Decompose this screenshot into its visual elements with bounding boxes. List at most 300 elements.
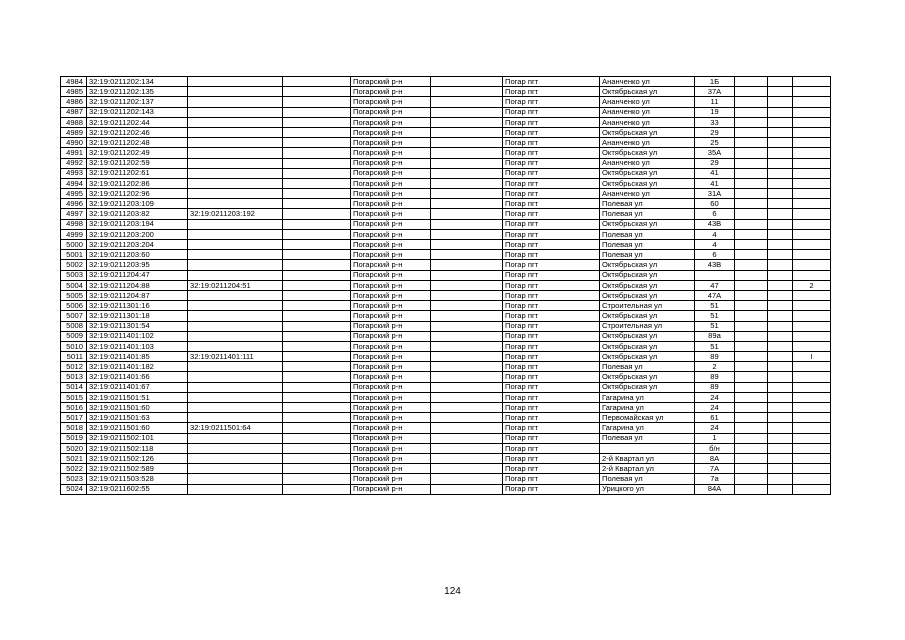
- cell-row-number: 5020: [61, 443, 87, 453]
- cell-cadastral-number: 32:19:0211502:589: [87, 464, 188, 474]
- cell-blank-col-c: [735, 362, 768, 372]
- cell-street: Октябрьская ул: [600, 372, 695, 382]
- cell-extra-col: [793, 443, 831, 453]
- cell-blank-col-a: [283, 413, 351, 423]
- cell-house-number: 24: [695, 423, 735, 433]
- cell-row-number: 4993: [61, 168, 87, 178]
- cell-blank-col-c: [735, 392, 768, 402]
- cell-blank-col-c: [735, 127, 768, 137]
- cell-linked-cadastral-number: [188, 443, 283, 453]
- cell-settlement: Погар пгт: [503, 219, 600, 229]
- cell-linked-cadastral-number: [188, 413, 283, 423]
- cell-house-number: 84А: [695, 484, 735, 494]
- cell-district: Погарский р-н: [351, 127, 431, 137]
- cell-blank-col-c: [735, 453, 768, 463]
- cell-house-number: 51: [695, 301, 735, 311]
- cell-district: Погарский р-н: [351, 199, 431, 209]
- cell-house-number: 37А: [695, 87, 735, 97]
- cell-blank-col-b: [431, 341, 503, 351]
- cell-street: Гагарина ул: [600, 403, 695, 413]
- cell-linked-cadastral-number: [188, 372, 283, 382]
- cell-linked-cadastral-number: [188, 341, 283, 351]
- cell-blank-col-a: [283, 341, 351, 351]
- cell-blank-col-c: [735, 260, 768, 270]
- cell-cadastral-number: 32:19:0211202:61: [87, 168, 188, 178]
- cell-cadastral-number: 32:19:0211202:44: [87, 117, 188, 127]
- cell-district: Погарский р-н: [351, 138, 431, 148]
- cell-extra-col: [793, 77, 831, 87]
- cell-street: Полевая ул: [600, 240, 695, 250]
- cell-row-number: 5004: [61, 280, 87, 290]
- cell-blank-col-b: [431, 311, 503, 321]
- cell-blank-col-c: [735, 240, 768, 250]
- cell-street: Октябрьская ул: [600, 260, 695, 270]
- cell-linked-cadastral-number: [188, 117, 283, 127]
- cell-blank-col-d: [768, 229, 793, 239]
- cell-settlement: Погар пгт: [503, 117, 600, 127]
- cell-extra-col: [793, 199, 831, 209]
- cell-blank-col-a: [283, 392, 351, 402]
- cell-extra-col: [793, 331, 831, 341]
- cell-extra-col: [793, 87, 831, 97]
- cell-row-number: 4988: [61, 117, 87, 127]
- cell-linked-cadastral-number: [188, 148, 283, 158]
- cell-blank-col-d: [768, 301, 793, 311]
- cell-settlement: Погар пгт: [503, 331, 600, 341]
- cell-settlement: Погар пгт: [503, 178, 600, 188]
- cell-linked-cadastral-number: [188, 290, 283, 300]
- cell-district: Погарский р-н: [351, 168, 431, 178]
- cell-blank-col-d: [768, 260, 793, 270]
- cell-cadastral-number: 32:19:0211202:46: [87, 127, 188, 137]
- cell-blank-col-c: [735, 464, 768, 474]
- cell-settlement: Погар пгт: [503, 362, 600, 372]
- table-row: [61, 219, 831, 229]
- cell-blank-col-a: [283, 77, 351, 87]
- cell-blank-col-a: [283, 117, 351, 127]
- table-row: [61, 464, 831, 474]
- cell-row-number: 4999: [61, 229, 87, 239]
- cell-blank-col-a: [283, 138, 351, 148]
- cell-cadastral-number: 32:19:0211204:87: [87, 290, 188, 300]
- cell-blank-col-a: [283, 87, 351, 97]
- cell-blank-col-b: [431, 443, 503, 453]
- cell-street: Полевая ул: [600, 250, 695, 260]
- cell-blank-col-b: [431, 260, 503, 270]
- cell-street: Октябрьская ул: [600, 331, 695, 341]
- cell-extra-col: [793, 250, 831, 260]
- registry-body: [61, 77, 831, 495]
- cell-row-number: 4985: [61, 87, 87, 97]
- cell-district: Погарский р-н: [351, 423, 431, 433]
- cell-blank-col-a: [283, 199, 351, 209]
- cell-linked-cadastral-number: [188, 484, 283, 494]
- cell-blank-col-a: [283, 270, 351, 280]
- table-row: [61, 178, 831, 188]
- cell-settlement: Погар пгт: [503, 372, 600, 382]
- cell-house-number: 25: [695, 138, 735, 148]
- table-row: [61, 189, 831, 199]
- cell-row-number: 5015: [61, 392, 87, 402]
- table-row: [61, 443, 831, 453]
- cell-blank-col-a: [283, 464, 351, 474]
- cell-row-number: 5021: [61, 453, 87, 463]
- cell-linked-cadastral-number: [188, 301, 283, 311]
- cell-house-number: 43В: [695, 260, 735, 270]
- cell-extra-col: [793, 423, 831, 433]
- cell-street: Октябрьская ул: [600, 127, 695, 137]
- cell-blank-col-a: [283, 240, 351, 250]
- cell-extra-col: [793, 311, 831, 321]
- cell-blank-col-c: [735, 117, 768, 127]
- cell-blank-col-a: [283, 372, 351, 382]
- cell-extra-col: [793, 97, 831, 107]
- cell-blank-col-a: [283, 474, 351, 484]
- cell-district: Погарский р-н: [351, 290, 431, 300]
- cell-blank-col-c: [735, 352, 768, 362]
- cell-blank-col-a: [283, 219, 351, 229]
- cell-street: Ананченко ул: [600, 77, 695, 87]
- cell-blank-col-a: [283, 321, 351, 331]
- cell-district: Погарский р-н: [351, 403, 431, 413]
- cell-blank-col-b: [431, 97, 503, 107]
- cell-blank-col-d: [768, 87, 793, 97]
- cell-settlement: Погар пгт: [503, 403, 600, 413]
- cell-blank-col-b: [431, 331, 503, 341]
- table-row: [61, 270, 831, 280]
- cell-cadastral-number: 32:19:0211204:88: [87, 280, 188, 290]
- cell-settlement: Погар пгт: [503, 413, 600, 423]
- cell-linked-cadastral-number: [188, 77, 283, 87]
- page-number: 124: [444, 586, 461, 597]
- cell-blank-col-b: [431, 403, 503, 413]
- cell-blank-col-d: [768, 484, 793, 494]
- cell-row-number: 5022: [61, 464, 87, 474]
- cell-blank-col-d: [768, 464, 793, 474]
- cell-district: Погарский р-н: [351, 474, 431, 484]
- cell-settlement: Погар пгт: [503, 107, 600, 117]
- cell-street: Строительная ул: [600, 301, 695, 311]
- cell-blank-col-d: [768, 158, 793, 168]
- cell-row-number: 5008: [61, 321, 87, 331]
- cell-blank-col-c: [735, 107, 768, 117]
- cell-blank-col-d: [768, 107, 793, 117]
- cell-cadastral-number: 32:19:0211202:86: [87, 178, 188, 188]
- cell-blank-col-b: [431, 392, 503, 402]
- cell-district: Погарский р-н: [351, 372, 431, 382]
- cell-street: Октябрьская ул: [600, 280, 695, 290]
- table-row: [61, 97, 831, 107]
- cell-house-number: 51: [695, 311, 735, 321]
- cell-row-number: 5007: [61, 311, 87, 321]
- cell-settlement: Погар пгт: [503, 158, 600, 168]
- cell-blank-col-b: [431, 168, 503, 178]
- cell-extra-col: [793, 341, 831, 351]
- cell-blank-col-a: [283, 280, 351, 290]
- cell-blank-col-b: [431, 199, 503, 209]
- cell-linked-cadastral-number: [188, 87, 283, 97]
- cell-street: Полевая ул: [600, 474, 695, 484]
- cell-cadastral-number: 32:19:0211202:134: [87, 77, 188, 87]
- cell-district: Погарский р-н: [351, 260, 431, 270]
- table-row: [61, 240, 831, 250]
- cell-linked-cadastral-number: [188, 158, 283, 168]
- cell-blank-col-a: [283, 148, 351, 158]
- cell-blank-col-a: [283, 168, 351, 178]
- cell-street: Ананченко ул: [600, 189, 695, 199]
- cell-street: Октябрьская ул: [600, 290, 695, 300]
- cell-house-number: б/н: [695, 443, 735, 453]
- table-row: [61, 433, 831, 443]
- cell-row-number: 5001: [61, 250, 87, 260]
- cell-district: Погарский р-н: [351, 250, 431, 260]
- cell-cadastral-number: 32:19:0211602:55: [87, 484, 188, 494]
- cell-district: Погарский р-н: [351, 219, 431, 229]
- cell-blank-col-a: [283, 107, 351, 117]
- cell-blank-col-a: [283, 97, 351, 107]
- cell-blank-col-c: [735, 321, 768, 331]
- cell-blank-col-c: [735, 311, 768, 321]
- cell-blank-col-a: [283, 443, 351, 453]
- cell-house-number: 60: [695, 199, 735, 209]
- cell-extra-col: [793, 270, 831, 280]
- cell-blank-col-a: [283, 352, 351, 362]
- cell-district: Погарский р-н: [351, 87, 431, 97]
- cell-cadastral-number: 32:19:0211501:60: [87, 423, 188, 433]
- table-row: [61, 260, 831, 270]
- cell-street: Октябрьская ул: [600, 219, 695, 229]
- cell-row-number: 4997: [61, 209, 87, 219]
- cell-settlement: Погар пгт: [503, 127, 600, 137]
- cell-extra-col: [793, 138, 831, 148]
- cell-extra-col: [793, 158, 831, 168]
- cell-cadastral-number: 32:19:0211301:18: [87, 311, 188, 321]
- cell-settlement: Погар пгт: [503, 392, 600, 402]
- cell-house-number: 1: [695, 433, 735, 443]
- cell-street: Октябрьская ул: [600, 382, 695, 392]
- table-row: [61, 362, 831, 372]
- cell-blank-col-d: [768, 219, 793, 229]
- cell-row-number: 5000: [61, 240, 87, 250]
- cell-settlement: Погар пгт: [503, 341, 600, 351]
- cell-blank-col-c: [735, 413, 768, 423]
- cell-blank-col-b: [431, 352, 503, 362]
- cell-blank-col-a: [283, 484, 351, 494]
- cell-blank-col-b: [431, 77, 503, 87]
- cell-house-number: 51: [695, 341, 735, 351]
- cell-cadastral-number: 32:19:0211301:16: [87, 301, 188, 311]
- cell-extra-col: I: [793, 352, 831, 362]
- cell-linked-cadastral-number: [188, 433, 283, 443]
- cell-house-number: 24: [695, 392, 735, 402]
- cell-district: Погарский р-н: [351, 352, 431, 362]
- cell-blank-col-d: [768, 453, 793, 463]
- cell-row-number: 5009: [61, 331, 87, 341]
- cell-linked-cadastral-number: [188, 474, 283, 484]
- cell-street: Полевая ул: [600, 362, 695, 372]
- cell-blank-col-a: [283, 158, 351, 168]
- cell-extra-col: [793, 240, 831, 250]
- cell-row-number: 5005: [61, 290, 87, 300]
- cell-blank-col-d: [768, 341, 793, 351]
- cell-row-number: 4994: [61, 178, 87, 188]
- cell-house-number: 89: [695, 352, 735, 362]
- cell-settlement: Погар пгт: [503, 270, 600, 280]
- cell-cadastral-number: 32:19:0211501:63: [87, 413, 188, 423]
- cell-cadastral-number: 32:19:0211203:109: [87, 199, 188, 209]
- cell-extra-col: [793, 474, 831, 484]
- cell-row-number: 5017: [61, 413, 87, 423]
- cell-district: Погарский р-н: [351, 117, 431, 127]
- cell-cadastral-number: 32:19:0211401:66: [87, 372, 188, 382]
- cell-settlement: Погар пгт: [503, 189, 600, 199]
- cell-blank-col-d: [768, 362, 793, 372]
- cell-cadastral-number: 32:19:0211204:47: [87, 270, 188, 280]
- cell-blank-col-b: [431, 240, 503, 250]
- cell-extra-col: [793, 301, 831, 311]
- cell-street: Октябрьская ул: [600, 311, 695, 321]
- cell-extra-col: [793, 484, 831, 494]
- cell-house-number: 6: [695, 209, 735, 219]
- cell-linked-cadastral-number: 32:19:0211203:192: [188, 209, 283, 219]
- cell-blank-col-d: [768, 382, 793, 392]
- table-row: [61, 168, 831, 178]
- cell-blank-col-c: [735, 77, 768, 87]
- cell-cadastral-number: 32:19:0211202:59: [87, 158, 188, 168]
- cell-house-number: 29: [695, 158, 735, 168]
- cell-blank-col-a: [283, 453, 351, 463]
- cell-district: Погарский р-н: [351, 240, 431, 250]
- cell-blank-col-b: [431, 280, 503, 290]
- cell-settlement: Погар пгт: [503, 77, 600, 87]
- cell-blank-col-c: [735, 270, 768, 280]
- cell-cadastral-number: 32:19:0211203:95: [87, 260, 188, 270]
- cell-blank-col-a: [283, 127, 351, 137]
- cell-house-number: 2: [695, 362, 735, 372]
- cell-extra-col: 2: [793, 280, 831, 290]
- cell-settlement: Погар пгт: [503, 209, 600, 219]
- table-row: [61, 403, 831, 413]
- cell-district: Погарский р-н: [351, 97, 431, 107]
- cell-linked-cadastral-number: [188, 107, 283, 117]
- cell-district: Погарский р-н: [351, 311, 431, 321]
- cell-street: Октябрьская ул: [600, 168, 695, 178]
- cell-blank-col-b: [431, 433, 503, 443]
- cell-blank-col-c: [735, 209, 768, 219]
- cell-row-number: 4998: [61, 219, 87, 229]
- cell-blank-col-b: [431, 413, 503, 423]
- cell-street: Первомайская ул: [600, 413, 695, 423]
- cell-row-number: 4990: [61, 138, 87, 148]
- cell-blank-col-c: [735, 341, 768, 351]
- cell-house-number: 4: [695, 240, 735, 250]
- cell-blank-col-d: [768, 127, 793, 137]
- cell-blank-col-d: [768, 199, 793, 209]
- cell-blank-col-d: [768, 433, 793, 443]
- cell-settlement: Погар пгт: [503, 87, 600, 97]
- cell-linked-cadastral-number: [188, 321, 283, 331]
- cell-blank-col-b: [431, 464, 503, 474]
- cell-blank-col-d: [768, 372, 793, 382]
- cell-street: Строительная ул: [600, 321, 695, 331]
- cell-street: Октябрьская ул: [600, 148, 695, 158]
- cell-cadastral-number: 32:19:0211503:528: [87, 474, 188, 484]
- cell-blank-col-c: [735, 403, 768, 413]
- cell-house-number: 89а: [695, 331, 735, 341]
- cell-row-number: 5012: [61, 362, 87, 372]
- cell-house-number: 31А: [695, 189, 735, 199]
- cell-linked-cadastral-number: 32:19:0211204:51: [188, 280, 283, 290]
- cell-linked-cadastral-number: [188, 331, 283, 341]
- cell-district: Погарский р-н: [351, 321, 431, 331]
- cell-settlement: Погар пгт: [503, 290, 600, 300]
- cell-blank-col-a: [283, 362, 351, 372]
- cell-blank-col-a: [283, 301, 351, 311]
- cell-blank-col-c: [735, 443, 768, 453]
- cell-district: Погарский р-н: [351, 229, 431, 239]
- cell-blank-col-c: [735, 250, 768, 260]
- cell-extra-col: [793, 168, 831, 178]
- cell-blank-col-d: [768, 77, 793, 87]
- cell-extra-col: [793, 413, 831, 423]
- cell-cadastral-number: 32:19:0211401:182: [87, 362, 188, 372]
- cell-linked-cadastral-number: [188, 127, 283, 137]
- cell-blank-col-c: [735, 189, 768, 199]
- cell-row-number: 4995: [61, 189, 87, 199]
- cell-blank-col-d: [768, 270, 793, 280]
- cell-blank-col-b: [431, 127, 503, 137]
- cell-settlement: Погар пгт: [503, 97, 600, 107]
- cell-settlement: Погар пгт: [503, 280, 600, 290]
- cell-extra-col: [793, 290, 831, 300]
- cell-blank-col-b: [431, 474, 503, 484]
- cell-cadastral-number: 32:19:0211401:85: [87, 352, 188, 362]
- cell-blank-col-c: [735, 433, 768, 443]
- cell-cadastral-number: 32:19:0211203:60: [87, 250, 188, 260]
- cell-house-number: 8А: [695, 453, 735, 463]
- cell-blank-col-b: [431, 189, 503, 199]
- cell-blank-col-d: [768, 290, 793, 300]
- cell-blank-col-a: [283, 178, 351, 188]
- cell-row-number: 5018: [61, 423, 87, 433]
- cell-extra-col: [793, 260, 831, 270]
- cell-blank-col-d: [768, 331, 793, 341]
- cell-blank-col-d: [768, 168, 793, 178]
- cell-district: Погарский р-н: [351, 382, 431, 392]
- cell-blank-col-d: [768, 392, 793, 402]
- cell-linked-cadastral-number: [188, 168, 283, 178]
- cell-district: Погарский р-н: [351, 392, 431, 402]
- cell-blank-col-b: [431, 362, 503, 372]
- table-row: [61, 331, 831, 341]
- cell-blank-col-d: [768, 443, 793, 453]
- cell-blank-col-c: [735, 97, 768, 107]
- cell-district: Погарский р-н: [351, 270, 431, 280]
- cell-linked-cadastral-number: [188, 362, 283, 372]
- cell-cadastral-number: 32:19:0211502:118: [87, 443, 188, 453]
- table-row: [61, 341, 831, 351]
- cell-linked-cadastral-number: [188, 403, 283, 413]
- cell-cadastral-number: 32:19:0211501:51: [87, 392, 188, 402]
- cell-linked-cadastral-number: [188, 199, 283, 209]
- cell-blank-col-a: [283, 260, 351, 270]
- cell-blank-col-c: [735, 280, 768, 290]
- cell-blank-col-a: [283, 311, 351, 321]
- cell-linked-cadastral-number: [188, 240, 283, 250]
- cell-blank-col-b: [431, 250, 503, 260]
- cell-settlement: Погар пгт: [503, 382, 600, 392]
- cell-blank-col-d: [768, 474, 793, 484]
